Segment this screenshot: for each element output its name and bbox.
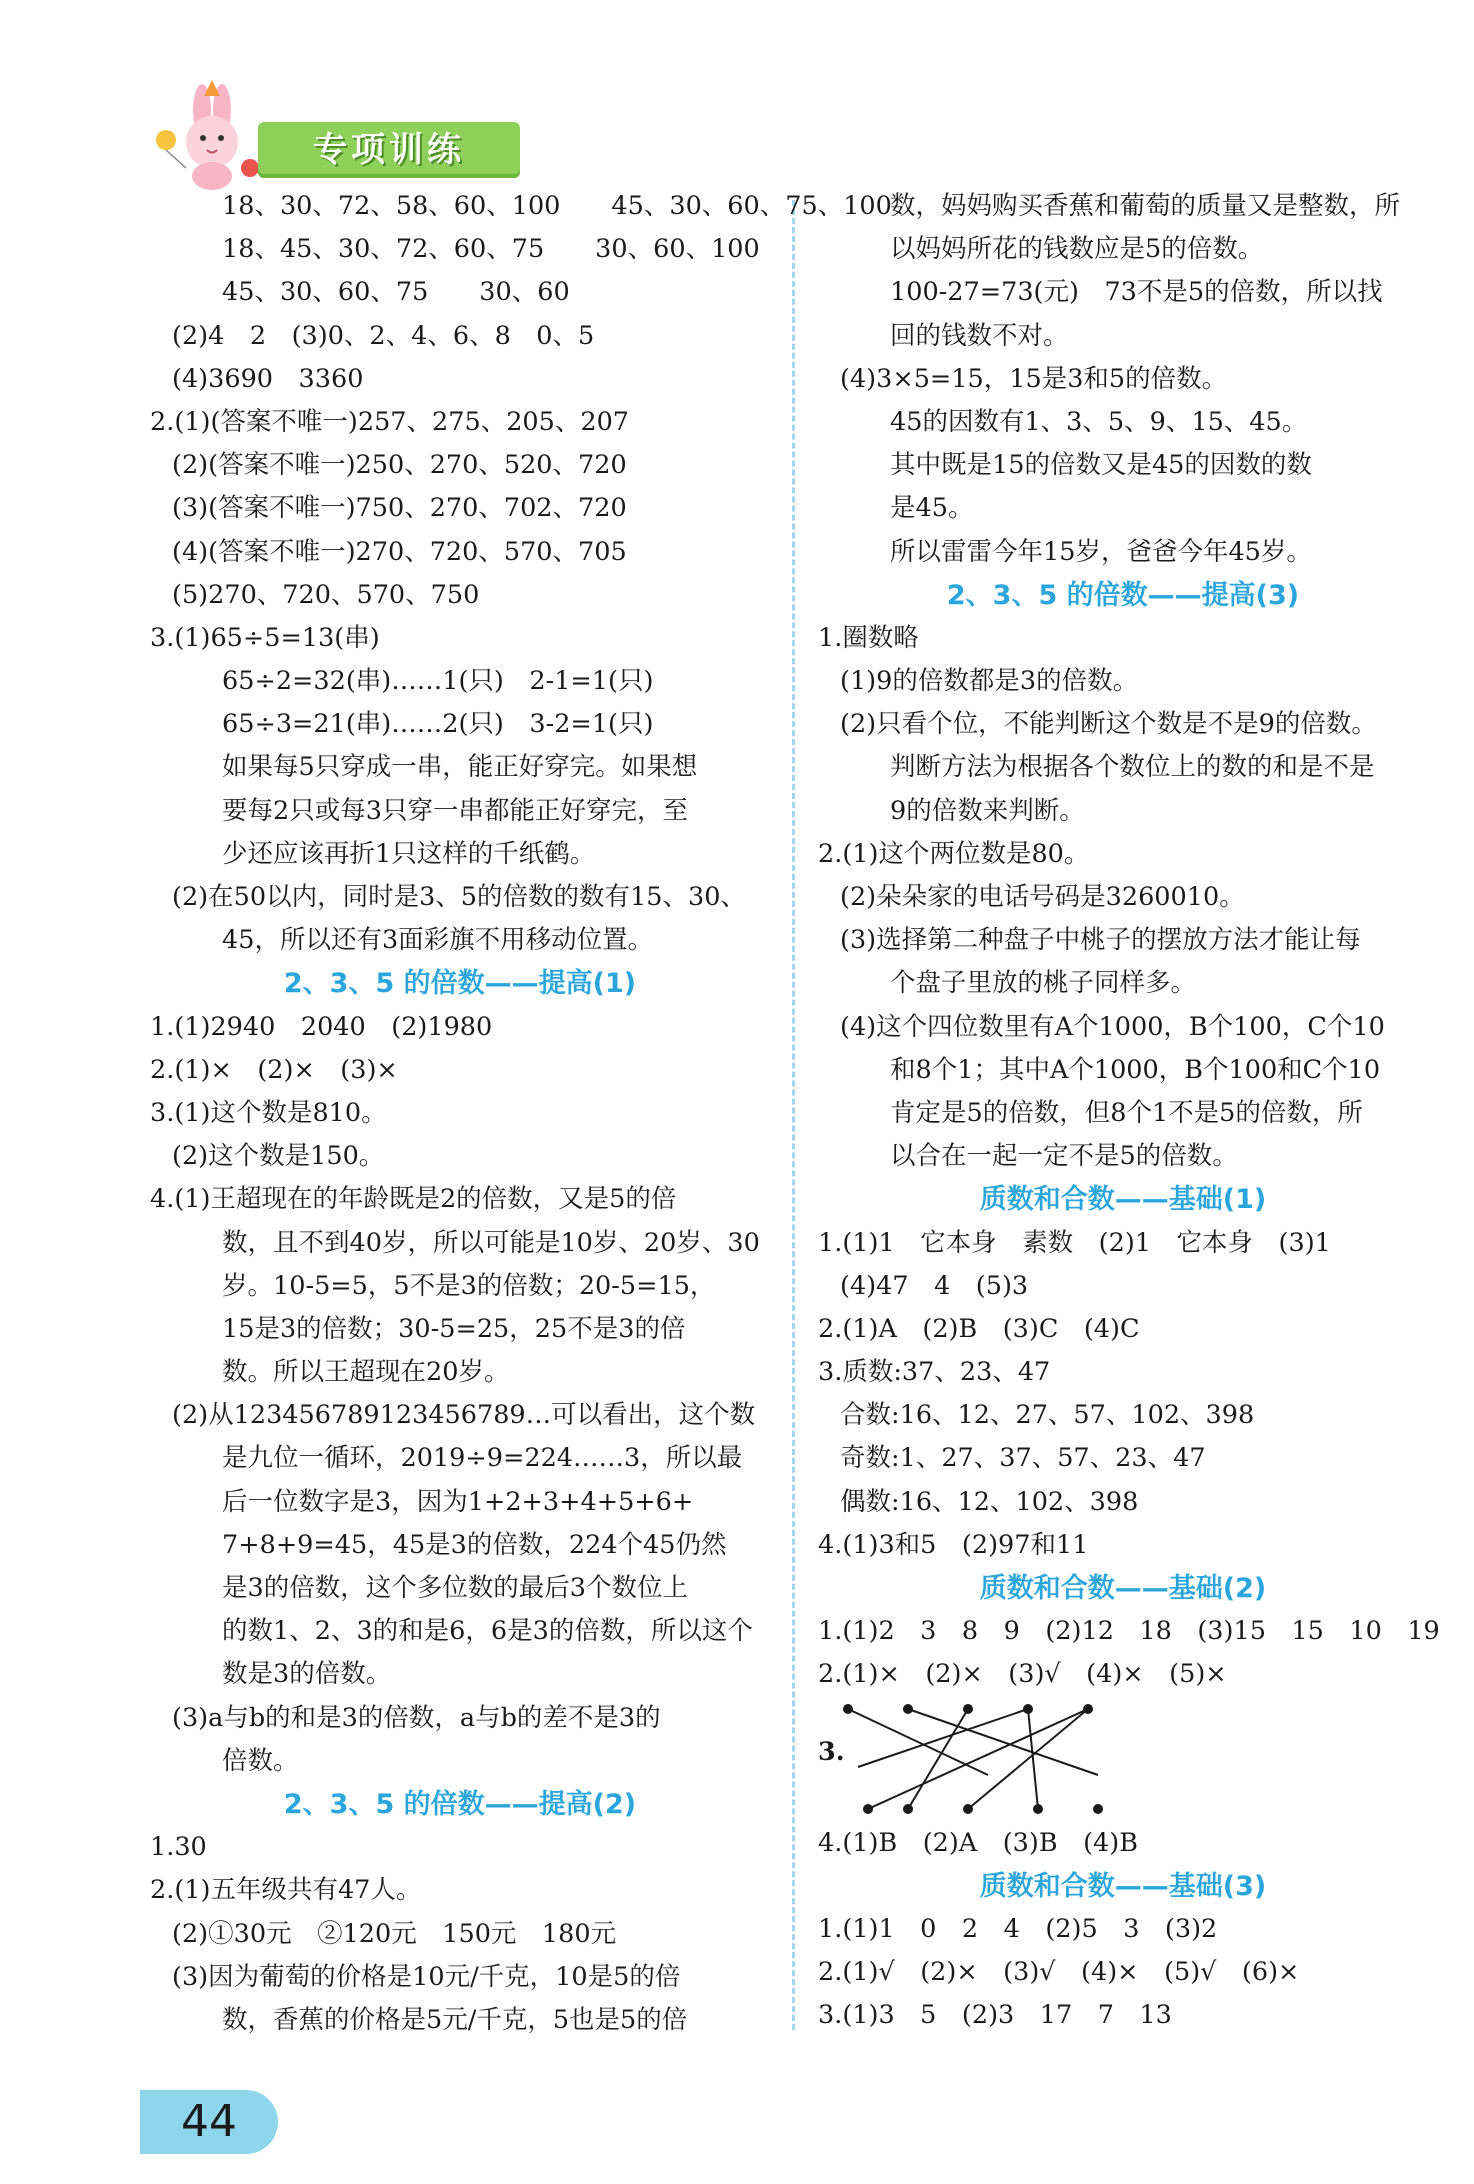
answer-line: 的数1、2、3的和是6，6是3的倍数，所以这个 (222, 1616, 753, 1647)
answer-line: (2)朵朵家的电话号码是3260010。 (840, 882, 1245, 912)
answer-line: (2)只看个位，不能判断这个数是不是9的倍数。 (840, 709, 1377, 740)
section-title: 2、3、5 的倍数——提高(1) (283, 968, 637, 1000)
answer-line: (5)270、720、570、750 (172, 579, 480, 610)
answer-line: 所以雷雷今年15岁，爸爸今年45岁。 (890, 536, 1312, 567)
match-point (1024, 1705, 1032, 1713)
answer-line: (4)(答案不唯一)270、720、570、705 (172, 536, 627, 567)
section-title: 质数和合数——基础(2) (979, 1573, 1267, 1604)
answer-line: 3.(1)65÷5=13(串) (150, 622, 380, 653)
column-divider (792, 200, 795, 2030)
answer-line: 3.(1)这个数是810。 (150, 1097, 387, 1128)
answer-line: 2.(1)× (2)× (3)× (150, 1054, 398, 1085)
answer-line: 9的倍数来判断。 (890, 795, 1085, 826)
answer-line: (2)在50以内，同时是3、5的倍数的数有15、30、 (172, 882, 746, 912)
answer-line: (4)3690 3360 (172, 363, 364, 394)
answer-line: 2.(1)这个两位数是80。 (818, 838, 1090, 869)
right-column (818, 185, 1440, 2038)
answer-line: 是3的倍数，这个多位数的最后3个数位上 (222, 1573, 688, 1603)
answer-line: 个盘子里放的桃子同样多。 (890, 968, 1197, 999)
match-point (904, 1705, 912, 1713)
answer-line: 如果每5只穿成一串，能正好穿完。如果想 (222, 752, 698, 783)
match-point (1094, 1805, 1102, 1813)
match-point (964, 1705, 972, 1713)
answer-line: 1.(1)1 0 2 4 (2)5 3 (3)2 (818, 1913, 1218, 1944)
answer-line: 数是3的倍数。 (222, 1659, 392, 1690)
answer-line: 45，所以还有3面彩旗不用移动位置。 (222, 925, 654, 956)
answer-line: 偶数:16、12、102、398 (840, 1486, 1139, 1517)
section-title: 2、3、5 的倍数——提高(2) (283, 1788, 637, 1820)
answer-line: 数，香蕉的价格是5元/千克，5也是5的倍 (222, 2004, 688, 2035)
section-banner (258, 122, 520, 178)
answer-line: 数，且不到40岁，所以可能是10岁、20岁、30 (222, 1227, 760, 1258)
answer-line: (3)(答案不唯一)750、270、702、720 (172, 493, 627, 524)
answer-line: 后一位数字是3，因为1+2+3+4+5+6+ (222, 1486, 694, 1517)
answer-line: (4)这个四位数里有A个1000，B个100，C个10 (840, 1011, 1385, 1042)
answer-line: 65÷3=21(串)……2(只) 3-2=1(只) (222, 709, 654, 740)
answer-line: 4.(1)王超现在的年龄既是2的倍数，又是5的倍 (150, 1184, 677, 1215)
answer-line: 1.30 (150, 1832, 207, 1863)
answer-line: 1.(1)2940 2040 (2)1980 (150, 1011, 493, 1042)
answer-line: 判断方法为根据各个数位上的数的和是不是 (890, 752, 1375, 783)
answer-line: (3)a与b的和是3的倍数，a与b的差不是3的 (172, 1702, 661, 1733)
page-number-badge (140, 2090, 278, 2154)
bunny-mascot-icon (150, 80, 260, 190)
answer-line: 2.(1)五年级共有47人。 (150, 1875, 422, 1906)
section-header (150, 70, 530, 190)
banner-title: 专项训练 (313, 130, 465, 170)
answer-line: 2.(1)A (2)B (3)C (4)C (818, 1313, 1140, 1344)
right-bottom-block (818, 1822, 1428, 2038)
section-title: 质数和合数——基础(3) (979, 1870, 1267, 1902)
answer-line: 2.(1)(答案不唯一)257、275、205、207 (150, 406, 630, 437)
answer-line: 合数:16、12、27、57、102、398 (840, 1400, 1255, 1431)
answer-line: 2.(1)√ (2)× (3)√ (4)× (5)√ (6)× (818, 1957, 1300, 1988)
answer-line: 要每2只或每3只穿一串都能正好穿完，至 (222, 795, 688, 826)
answer-line: 倍数。 (222, 1745, 299, 1776)
answer-line: 少还应该再折1只这样的千纸鹤。 (222, 838, 596, 869)
answer-line: (2)这个数是150。 (172, 1141, 385, 1172)
answer-line: 岁。10-5=5，5不是3的倍数；20-5=15， (222, 1270, 716, 1301)
answer-line: 1.圈数略 (818, 622, 919, 653)
answer-line: (2)(答案不唯一)250、270、520、720 (172, 450, 627, 481)
answer-line: (3)选择第二种盘子中桃子的摆放方法才能让每 (840, 925, 1361, 956)
answer-line: 是45。 (890, 493, 974, 524)
answer-line: 以妈妈所花的钱数应是5的倍数。 (890, 234, 1264, 265)
answer-line: 是九位一循环，2019÷9=224……3，所以最 (222, 1443, 743, 1474)
answer-line: 回的钱数不对。 (890, 320, 1069, 351)
match-point (844, 1705, 852, 1713)
answer-line: 1.(1)1 它本身 素数 (2)1 它本身 (3)1 (818, 1227, 1331, 1258)
answer-line: 4.(1)3和5 (2)97和11 (818, 1529, 1089, 1560)
answer-line: (2)从123456789123456789…可以看出，这个数 (172, 1400, 756, 1431)
answer-line: 肯定是5的倍数，但8个1不是5的倍数，所 (890, 1097, 1363, 1128)
answer-line: (4)47 4 (5)3 (840, 1270, 1029, 1301)
answer-line: 7+8+9=45，45是3的倍数，224个45仍然 (222, 1529, 727, 1560)
answer-line: 3.质数:37、23、47 (818, 1357, 1051, 1388)
match-point (1084, 1705, 1092, 1713)
answer-line: 其中既是15的倍数又是45的因数的数 (890, 450, 1312, 481)
section-title: 质数和合数——基础(1) (979, 1184, 1267, 1216)
page-number: 44 (181, 2096, 237, 2147)
answer-line: 45的因数有1、3、5、9、15、45。 (890, 406, 1308, 437)
answer-line: 45、30、60、75 30、60 (222, 277, 570, 308)
answer-line: 15是3的倍数；30-5=25，25不是3的倍 (222, 1313, 686, 1344)
answer-line: 100-27=73(元) 73不是5的倍数，所以找 (890, 277, 1383, 308)
answer-line: 65÷2=32(串)……1(只) 2-1=1(只) (222, 666, 654, 697)
answer-line: 奇数:1、27、37、57、23、47 (840, 1443, 1206, 1474)
matching-label: 3. (818, 1736, 845, 1767)
match-point (864, 1805, 872, 1813)
matching-lines (838, 1697, 1178, 1822)
answer-line: 2.(1)× (2)× (3)√ (4)× (5)× (818, 1659, 1227, 1690)
matching-diagram (818, 1697, 1428, 1822)
answer-line: 和8个1；其中A个1000，B个100和C个10 (890, 1054, 1381, 1085)
match-point (904, 1805, 912, 1813)
answer-line: 18、45、30、72、60、75 30、60、100 (222, 234, 760, 265)
answer-line: 4.(1)B (2)A (3)B (4)B (818, 1827, 1138, 1858)
answer-line: (2)①30元 ②120元 150元 180元 (172, 1918, 617, 1949)
right-top-block (818, 185, 1440, 1697)
match-point (1034, 1805, 1042, 1813)
answer-line: (4)3×5=15，15是3和5的倍数。 (840, 363, 1228, 394)
answer-line: (2)4 2 (3)0、2、4、6、8 0、5 (172, 320, 595, 351)
answer-line: 数。所以王超现在20岁。 (222, 1357, 510, 1388)
match-point (964, 1805, 972, 1813)
answer-line: (3)因为葡萄的价格是10元/千克，10是5的倍 (172, 1961, 681, 1992)
answer-line: 数，妈妈购买香蕉和葡萄的质量又是整数，所 (890, 191, 1401, 221)
answer-line: 以合在一起一定不是5的倍数。 (890, 1141, 1238, 1172)
answer-line: (1)9的倍数都是3的倍数。 (840, 666, 1139, 697)
section-title: 2、3、5 的倍数——提高(3) (946, 579, 1300, 611)
answer-line: 3.(1)3 5 (2)3 17 7 13 (818, 2000, 1172, 2031)
answer-line: 1.(1)2 3 8 9 (2)12 18 (3)15 15 10 19 (818, 1616, 1440, 1647)
answer-line: 18、30、72、58、60、100 45、30、60、75、100 (222, 191, 892, 221)
